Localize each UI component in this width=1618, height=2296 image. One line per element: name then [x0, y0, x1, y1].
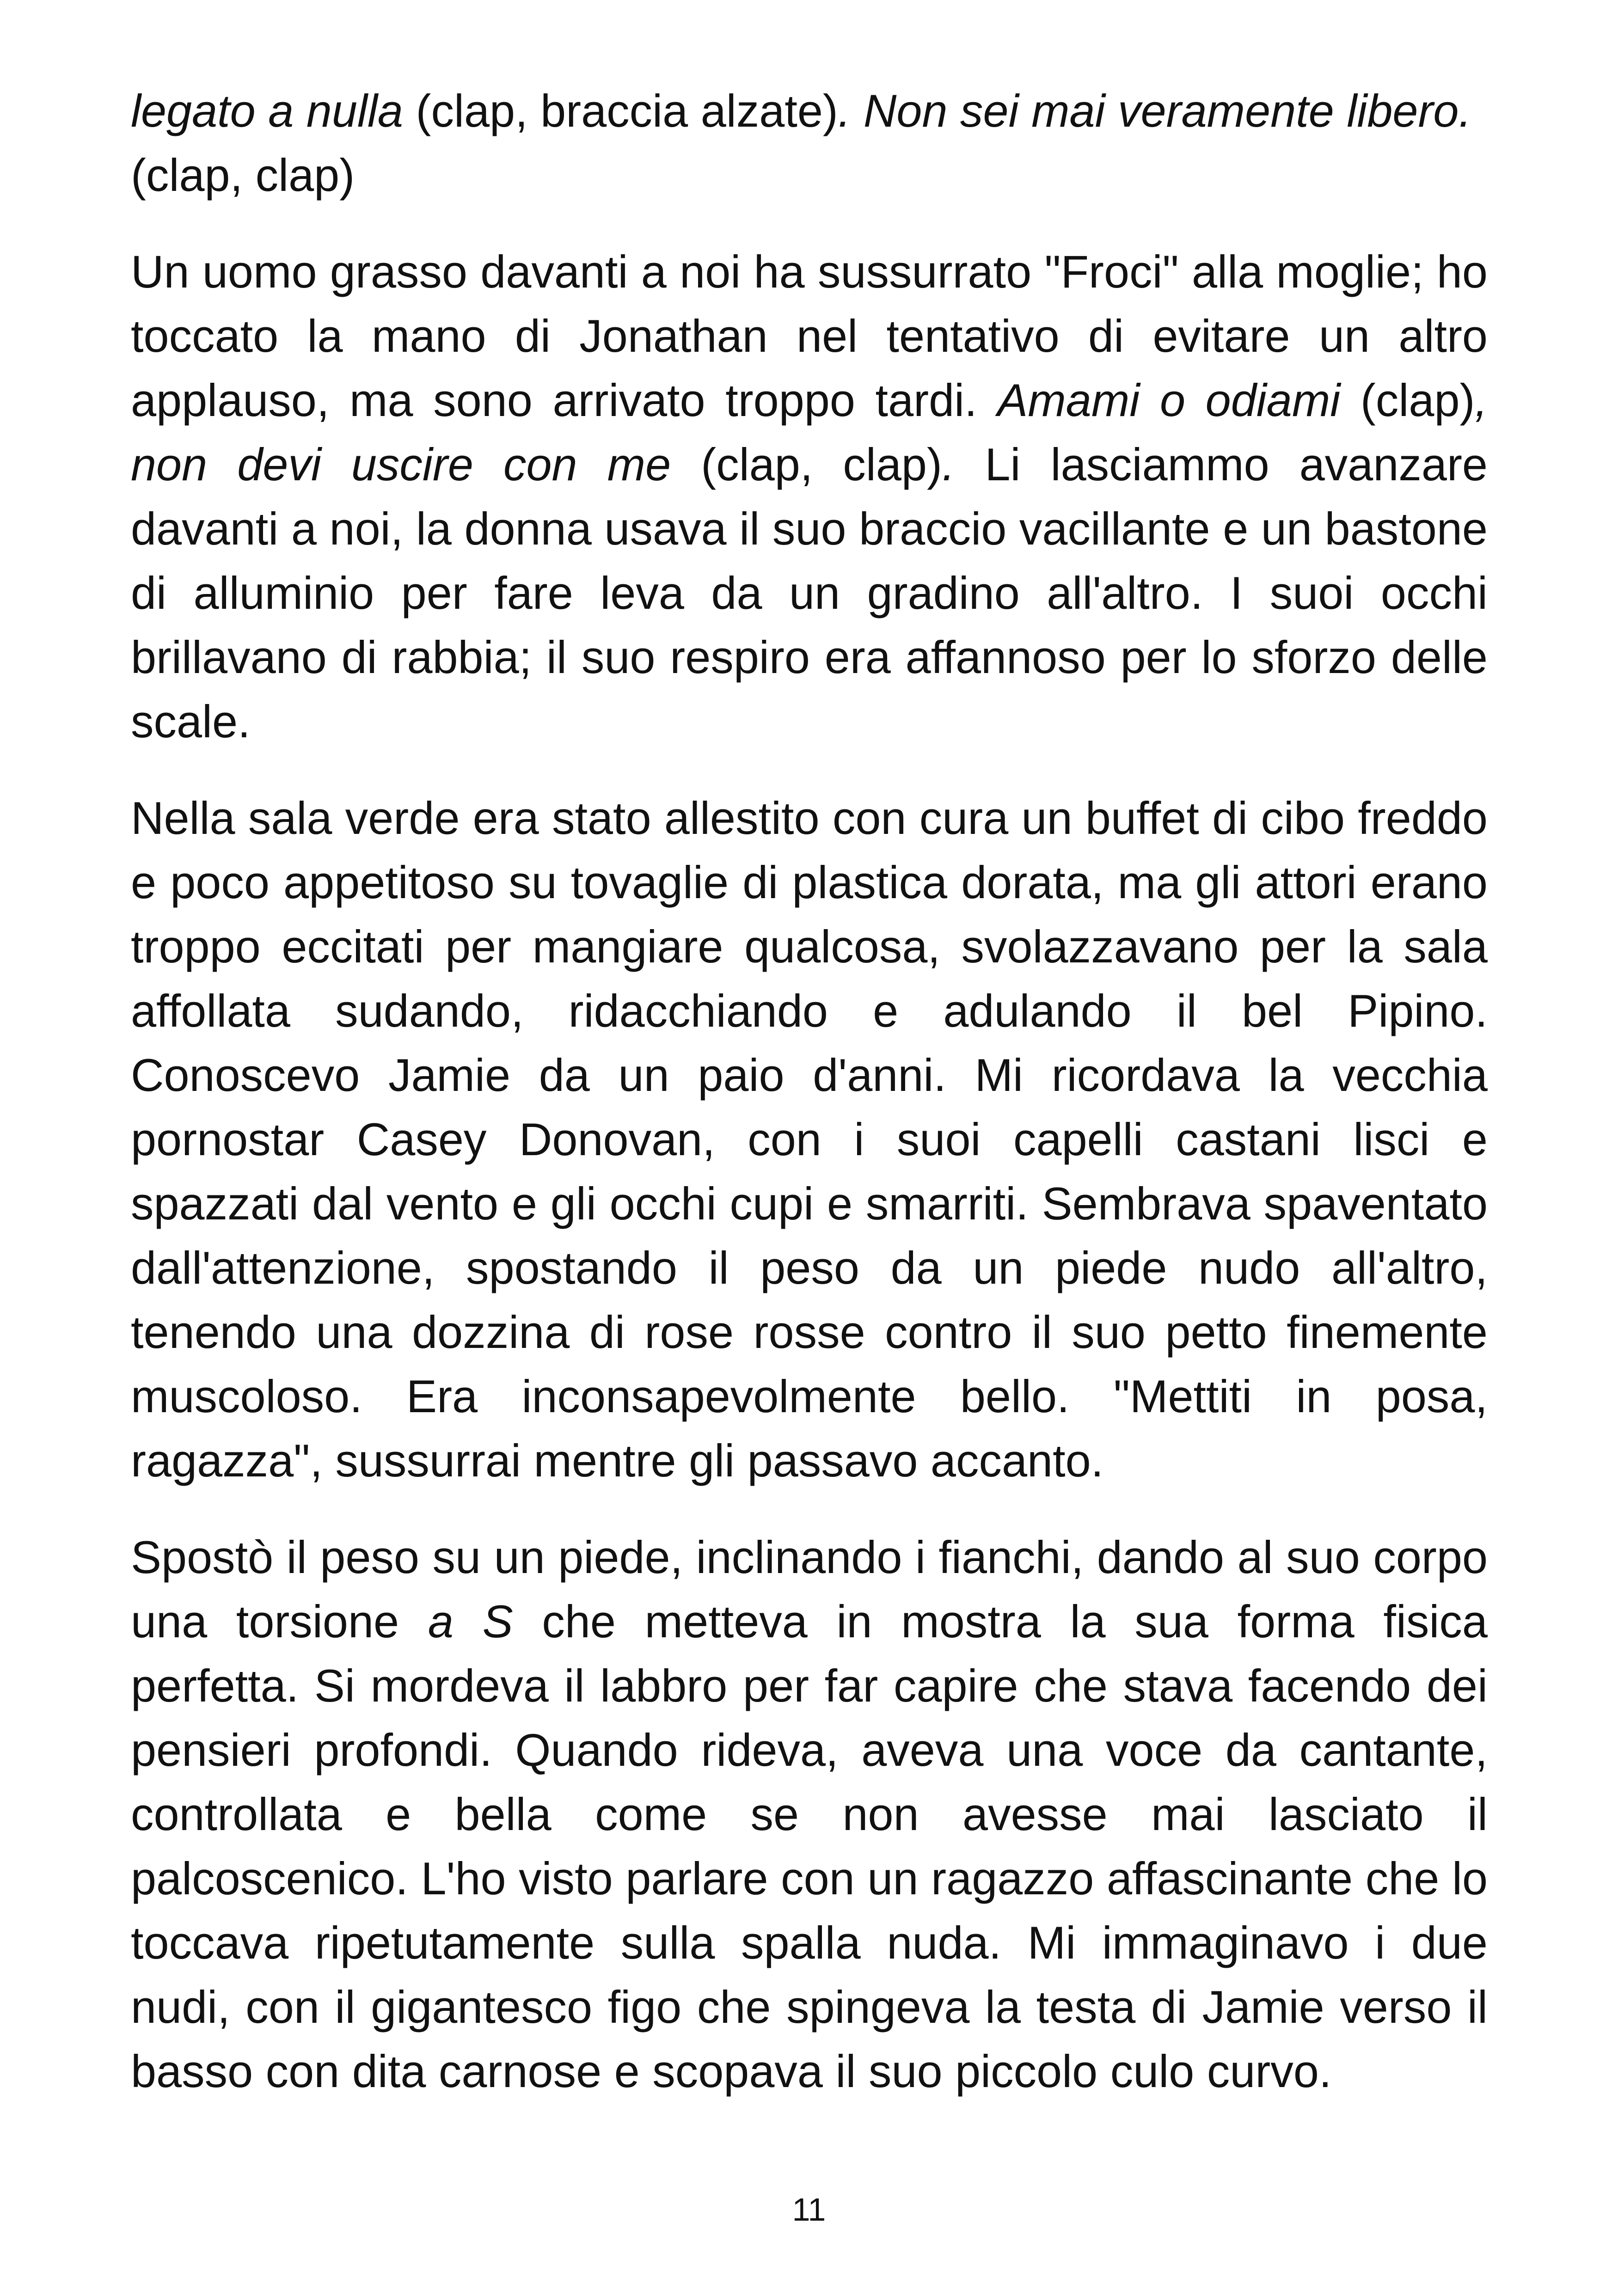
document-page — [131, 79, 1488, 2136]
text-run: (clap, clap) — [131, 149, 355, 201]
text-run: legato a nulla — [131, 85, 403, 136]
text-run: Un uomo grasso davanti a noi ha sussurrato "Froci" alla moglie; ho toccato la mano di Jonathan nel tentativo di evitare un altro applauso, ma sono arrivato troppo tardi. — [131, 246, 1488, 426]
text-run: Nella sala verde era stato allestito con cura un buffet di cibo freddo e poco appetitoso su tovaglie di plastica dorata, ma gli attori erano troppo eccitati per mangiare qualcosa, svolazzavano per la sala affollata sudando, ridacchiando e adulando il bel Pipino. Conoscevo Jamie da un paio d'anni. Mi ricordava la vecchia pornostar Casey Donovan, con i suoi capelli castani lisci e spazzati dal vento e gli occhi cupi e smarriti. Sembrava spaventato dall'attenzione, spostando il peso da un piede nudo all'altro, tenendo una dozzina di rose rosse contro il suo petto finemente muscoloso. Era inconsapevolmente bello. "Mettiti in posa, ragazza", sussurrai mentre gli passavo accanto. — [131, 792, 1488, 1486]
paragraph-4 — [131, 1525, 1488, 2103]
text-run: a S — [428, 1596, 513, 1647]
paragraph-1 — [131, 79, 1488, 207]
paragraph-2 — [131, 239, 1488, 753]
text-run: che metteva in mostra la sua forma fisica perfetta. Si mordeva il labbro per far capire che stava facendo dei pensieri profondi. Quando rideva, aveva una voce da cantante, controllata e bella come se non avesse mai lasciato il palcoscenico. L'ho visto parlare con un ragazzo affascinante che lo toccava ripetutamente sulla spalla nuda. Mi immaginavo i due nudi, con il gigantesco figo che spingeva la testa di Jamie verso il basso con dita carnose e scopava il suo piccolo culo curvo. — [131, 1596, 1488, 2097]
text-run: . — [942, 439, 955, 490]
text-run: Li lasciammo avanzare davanti a noi, la donna usava il suo braccio vacillante e un bastone di alluminio per fare leva da un gradino all'altro. I suoi occhi brillavano di rabbia; il suo respiro era affannoso per lo sforzo delle scale. — [131, 439, 1488, 747]
text-run: Spostò il peso su un piede, inclinando i fianchi, dando al suo corpo una torsione — [131, 1531, 1488, 1647]
text-run: Amami o odiami — [997, 374, 1341, 426]
text-run: (clap, braccia alzate) — [403, 85, 838, 136]
text-run: (clap, clap) — [671, 439, 942, 490]
page-number: 11 — [792, 2192, 826, 2228]
text-run: , non devi uscire con me — [131, 374, 1488, 490]
text-run: . Non sei mai veramente libero. — [838, 85, 1471, 136]
text-run: (clap) — [1340, 374, 1475, 426]
paragraph-3 — [131, 786, 1488, 1493]
